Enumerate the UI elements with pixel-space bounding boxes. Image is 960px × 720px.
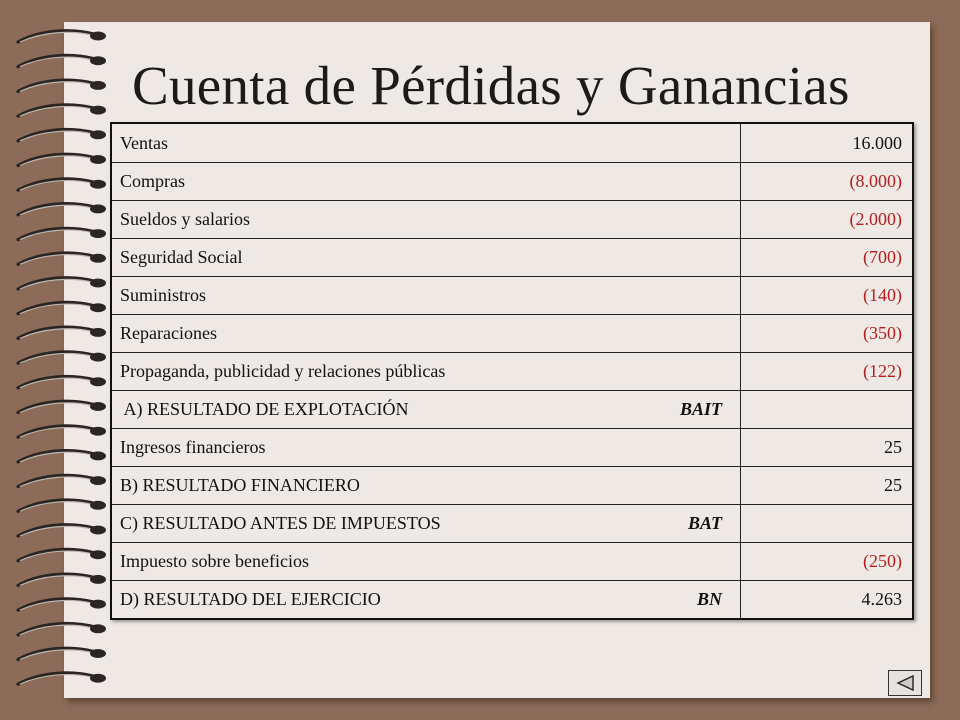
table-row — [112, 162, 912, 200]
row-value: 25 — [884, 475, 902, 495]
spiral-binding — [10, 26, 110, 696]
row-label-cell — [112, 429, 741, 466]
binding-ring — [18, 55, 106, 66]
page-title: Cuenta de Pérdidas y Ganancias — [132, 55, 850, 116]
row-label-cell — [112, 505, 741, 542]
table-row — [112, 314, 912, 352]
row-label: D) RESULTADO DEL EJERCICIO — [120, 589, 381, 609]
table-row — [112, 542, 912, 580]
binding-ring — [18, 624, 106, 635]
row-abbreviation: BN — [696, 589, 722, 609]
row-label-cell — [112, 163, 741, 200]
binding-ring — [18, 130, 106, 141]
binding-ring — [18, 204, 106, 215]
row-label-cell — [112, 315, 741, 352]
table-row — [112, 352, 912, 390]
table-row — [112, 428, 912, 466]
binding-ring — [18, 599, 106, 610]
row-label-cell — [112, 124, 741, 162]
row-label: Compras — [120, 171, 185, 191]
binding-ring — [18, 80, 106, 91]
row-value: (350) — [863, 323, 902, 343]
binding-ring — [18, 401, 106, 412]
row-value: 16.000 — [852, 132, 902, 153]
binding-ring — [18, 302, 106, 313]
binding-ring — [18, 426, 106, 437]
table-row — [112, 238, 912, 276]
table-row — [112, 466, 912, 504]
binding-ring — [18, 228, 106, 239]
row-value: (250) — [863, 551, 902, 571]
row-abbreviation: BAIT — [679, 399, 722, 419]
binding-ring — [18, 525, 106, 536]
row-label-cell — [112, 581, 741, 618]
table-row — [112, 276, 912, 314]
binding-ring — [18, 352, 106, 363]
row-label-cell — [112, 239, 741, 276]
binding-ring — [18, 673, 106, 684]
row-label: C) RESULTADO ANTES DE IMPUESTOS — [120, 513, 441, 533]
row-label: A) RESULTADO DE EXPLOTACIÓN — [120, 399, 409, 419]
row-label-cell — [112, 353, 741, 390]
binding-ring — [18, 154, 106, 165]
row-label: Seguridad Social — [120, 247, 243, 267]
row-label-cell — [112, 201, 741, 238]
row-label: Sueldos y salarios — [120, 209, 250, 229]
row-value — [741, 391, 912, 428]
row-label: Ingresos financieros — [120, 437, 266, 457]
row-value — [741, 505, 912, 542]
row-value: (140) — [863, 285, 902, 305]
binding-ring — [18, 451, 106, 462]
binding-ring — [18, 574, 106, 585]
binding-ring — [18, 327, 106, 338]
table-row — [112, 504, 912, 542]
row-value: 4.263 — [861, 589, 902, 609]
row-label-cell — [112, 391, 741, 428]
table-row — [112, 390, 912, 428]
row-label-cell — [112, 543, 741, 580]
row-value: (122) — [863, 361, 902, 381]
row-value: 25 — [884, 437, 902, 457]
row-label-cell — [112, 467, 741, 504]
binding-ring — [18, 253, 106, 264]
row-value: (700) — [863, 247, 902, 267]
table-row — [112, 200, 912, 238]
income-statement-table — [110, 122, 914, 620]
row-label: B) RESULTADO FINANCIERO — [120, 475, 360, 495]
row-abbreviation: BAT — [687, 513, 722, 533]
binding-ring — [18, 105, 106, 116]
row-label-cell — [112, 277, 741, 314]
triangle-left-icon — [894, 674, 916, 692]
row-value: (2.000) — [849, 209, 902, 229]
row-value: (8.000) — [849, 171, 902, 191]
row-label: Ventas — [120, 132, 168, 153]
binding-ring — [18, 278, 106, 289]
binding-ring — [18, 377, 106, 388]
binding-ring — [18, 648, 106, 659]
back-button[interactable] — [888, 670, 922, 696]
table-row — [112, 580, 912, 618]
binding-ring — [18, 500, 106, 511]
row-label: Suministros — [120, 285, 207, 305]
row-label: Impuesto sobre beneficios — [120, 551, 309, 571]
binding-ring — [18, 31, 106, 42]
row-label: Propaganda, publicidad y relaciones públicas — [120, 361, 446, 381]
binding-ring — [18, 549, 106, 560]
table-row — [112, 124, 912, 162]
row-label: Reparaciones — [120, 323, 217, 343]
binding-ring — [18, 475, 106, 486]
binding-ring — [18, 179, 106, 190]
